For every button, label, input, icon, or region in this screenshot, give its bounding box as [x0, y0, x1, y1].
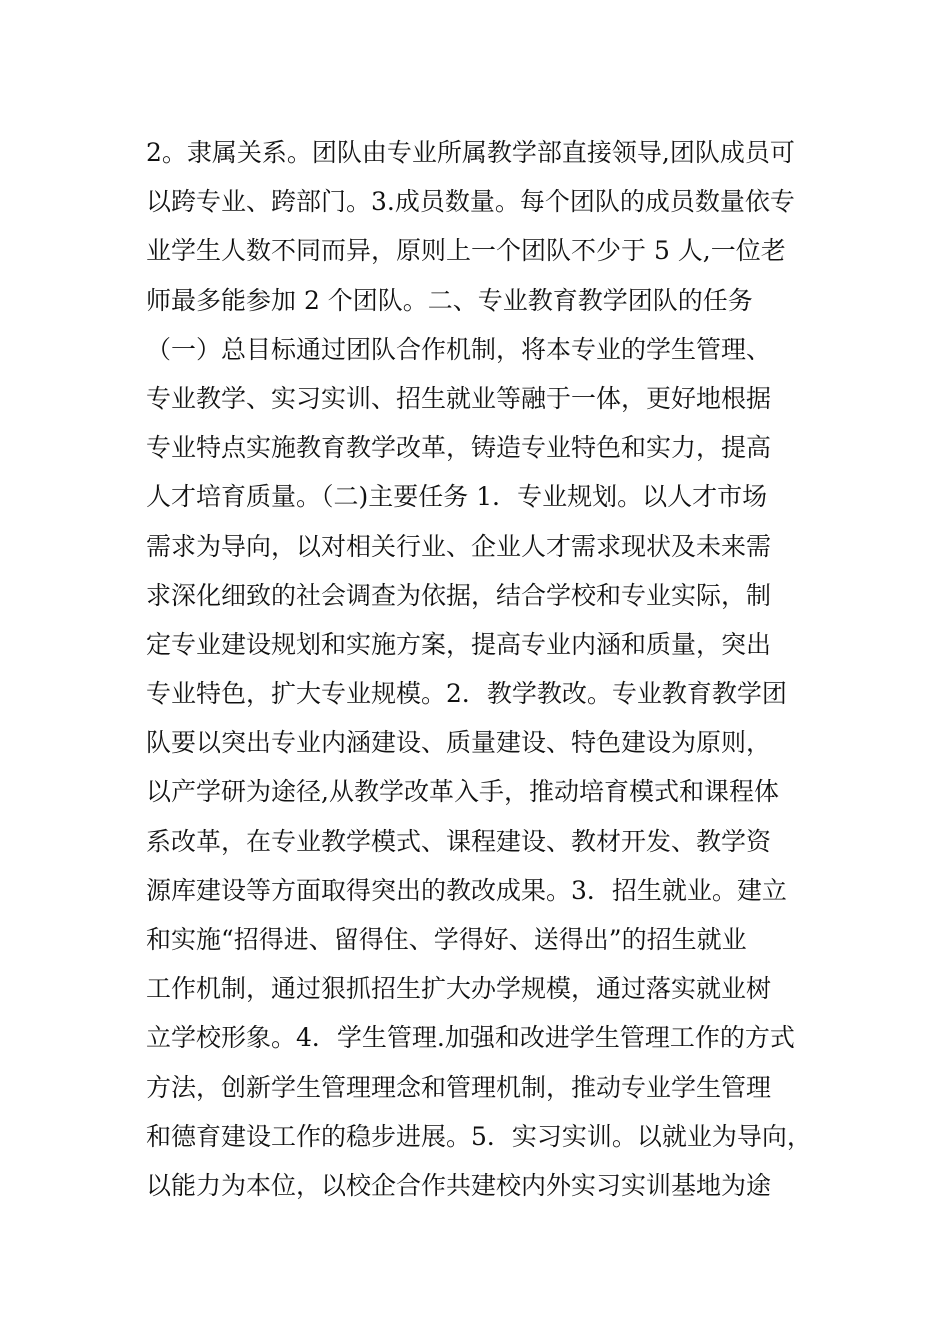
text-line: 人才培育质量。（二)主要任务 1．专业规划。以人才市场: [146, 482, 768, 512]
text-line: 专业教学、实习实训、招生就业等融于一体，更好地根据: [146, 383, 772, 413]
body-text: [146, 128, 826, 1210]
text-line: 以产学研为途径,从教学改革入手，推动培育模式和课程体: [146, 777, 779, 807]
text-line: 立学校形象。4．学生管理.加强和改进学生管理工作的方式: [146, 1023, 795, 1053]
text-line: 以跨专业、跨部门。3.成员数量。每个团队的成员数量依专: [146, 187, 795, 217]
text-line: 求深化细致的社会调查为依据，结合学校和专业实际，制: [146, 580, 772, 610]
text-line: 专业特色，扩大专业规模。2．教学教改。专业教育教学团: [146, 679, 787, 709]
text-line: 需求为导向，以对相关行业、企业人才需求现状及未来需: [146, 531, 772, 561]
text-line: 队要以突出专业内涵建设、质量建设、特色建设为原则，: [146, 728, 772, 758]
text-line: 系改革，在专业教学模式、课程建设、教材开发、教学资: [146, 826, 772, 856]
text-line: 业学生人数不同而异，原则上一个团队不少于 5 人,一位老: [146, 236, 786, 266]
text-line: 和实施“招得进、留得住、学得好、送得出”的招生就业: [146, 925, 747, 954]
text-line: 和德育建设工作的稳步进展。5．实习实训。以就业为导向，: [146, 1121, 812, 1151]
text-line: 师最多能参加 2 个团队。二、专业教育教学团队的任务: [146, 285, 753, 315]
text-line: 专业特点实施教育教学改革，铸造专业特色和实力，提高: [146, 433, 772, 463]
text-line: 以能力为本位，以校企合作共建校内外实习实训基地为途: [146, 1170, 772, 1200]
text-line: 2。隶属关系。团队由专业所属教学部直接领导,团队成员可: [146, 138, 795, 167]
text-line: （一）总目标通过团队合作机制，将本专业的学生管理、: [146, 334, 772, 364]
text-line: 工作机制，通过狠抓招生扩大办学规模，通过落实就业树: [146, 974, 772, 1004]
text-line: 源库建设等方面取得突出的教改成果。3．招生就业。建立: [146, 875, 787, 905]
text-line: 定专业建设规划和实施方案，提高专业内涵和质量，突出: [146, 629, 772, 659]
text-line: 方法，创新学生管理理念和管理机制，推动专业学生管理: [146, 1072, 772, 1102]
